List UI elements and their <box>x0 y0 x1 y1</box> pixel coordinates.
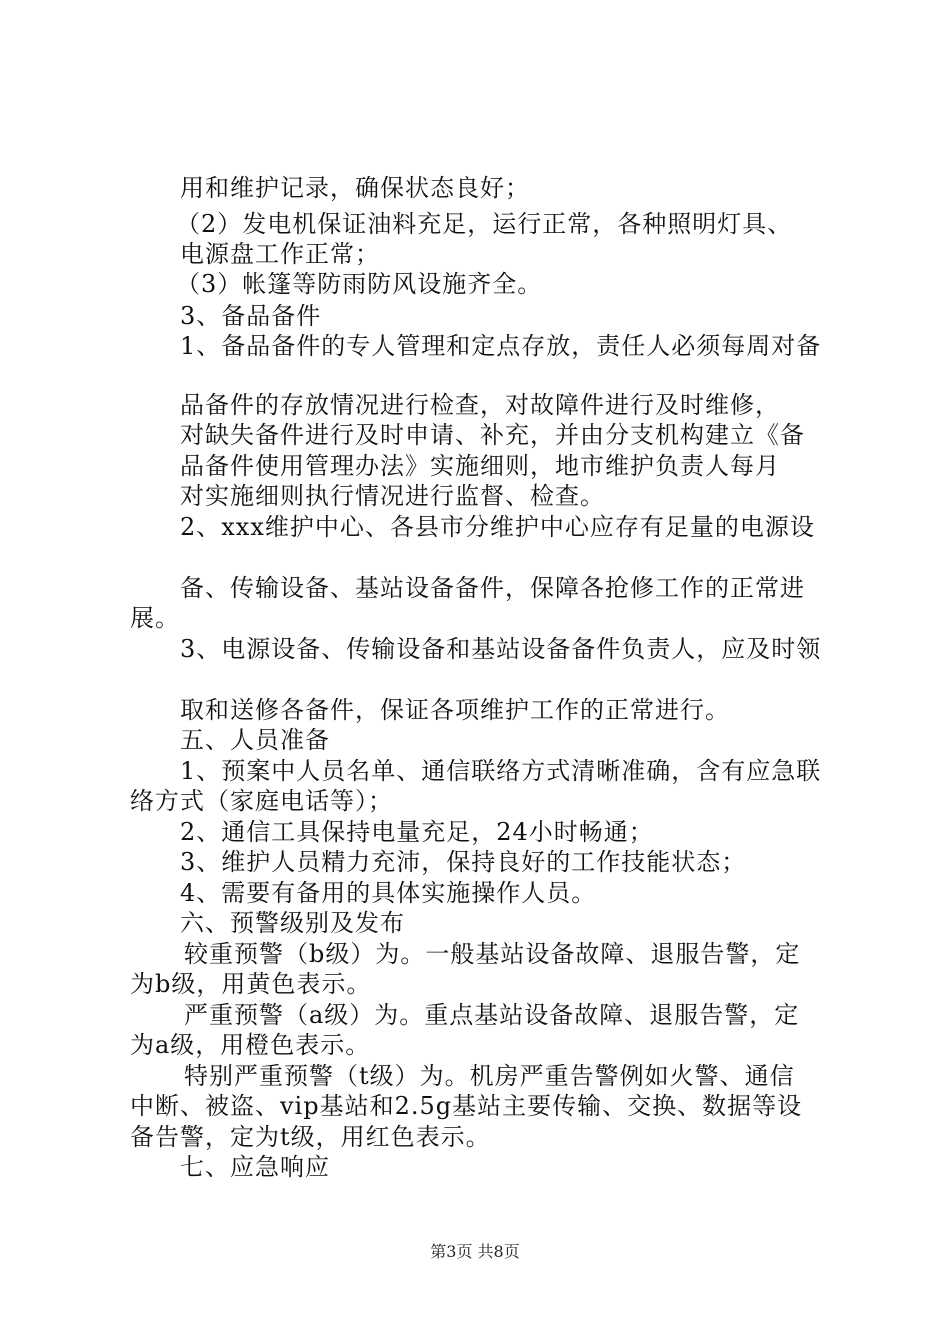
text-line: 2、xxx维护中心、各县市分维护中心应存有足量的电源设 <box>180 513 815 541</box>
text-line: 3、备品备件 <box>180 302 322 330</box>
text-line: 七、应急响应 <box>180 1153 330 1181</box>
text-line: 五、人员准备 <box>180 726 330 754</box>
text-line: 特别严重预警（t级）为。机房严重告警例如火警、通信 <box>184 1062 795 1090</box>
text-line: 中断、被盗、vip基站和2.5g基站主要传输、交换、数据等设 <box>130 1092 803 1120</box>
text-line: 品备件的存放情况进行检查，对故障件进行及时维修， <box>180 391 780 419</box>
text-line: 2、通信工具保持电量充足，24小时畅通； <box>180 818 654 846</box>
text-line: 为a级，用橙色表示。 <box>130 1031 371 1059</box>
text-line: 取和送修各备件，保证各项维护工作的正常进行。 <box>180 696 730 724</box>
text-line: 电源盘工作正常； <box>180 240 380 268</box>
text-line: 备、传输设备、基站设备备件，保障各抢修工作的正常进 <box>180 574 805 602</box>
text-line: （3）帐篷等防雨防风设施齐全。 <box>176 270 543 298</box>
text-line: 对实施细则执行情况进行监督、检查。 <box>180 482 605 510</box>
text-line: 络方式（家庭电话等）； <box>130 787 393 815</box>
text-line: 3、维护人员精力充沛，保持良好的工作技能状态； <box>180 848 747 876</box>
text-line: 4、需要有备用的具体实施操作人员。 <box>180 879 597 907</box>
text-line: 1、预案中人员名单、通信联络方式清晰准确，含有应急联 <box>180 757 822 785</box>
text-line: 为b级，用黄色表示。 <box>130 970 372 998</box>
text-line: 备告警，定为t级，用红色表示。 <box>130 1123 491 1151</box>
text-line: 对缺失备件进行及时申请、补充，并由分支机构建立《备 <box>180 421 805 449</box>
text-line: 品备件使用管理办法》实施细则，地市维护负责人每月 <box>180 452 780 480</box>
text-line: 严重预警（a级）为。重点基站设备故障、退服告警，定 <box>184 1001 800 1029</box>
text-line: 六、预警级别及发布 <box>180 909 405 937</box>
text-line: 1、备品备件的专人管理和定点存放，责任人必须每周对备 <box>180 332 822 360</box>
text-line: 较重预警（b级）为。一般基站设备故障、退服告警，定 <box>184 940 801 968</box>
text-line: 3、电源设备、传输设备和基站设备备件负责人，应及时领 <box>180 635 822 663</box>
text-line: （2）发电机保证油料充足，运行正常，各种照明灯具、 <box>176 210 793 238</box>
page-number-footer: 第3页 共8页 <box>430 1242 520 1261</box>
text-line: 用和维护记录，确保状态良好； <box>180 174 530 202</box>
text-line: 展。 <box>130 604 180 632</box>
